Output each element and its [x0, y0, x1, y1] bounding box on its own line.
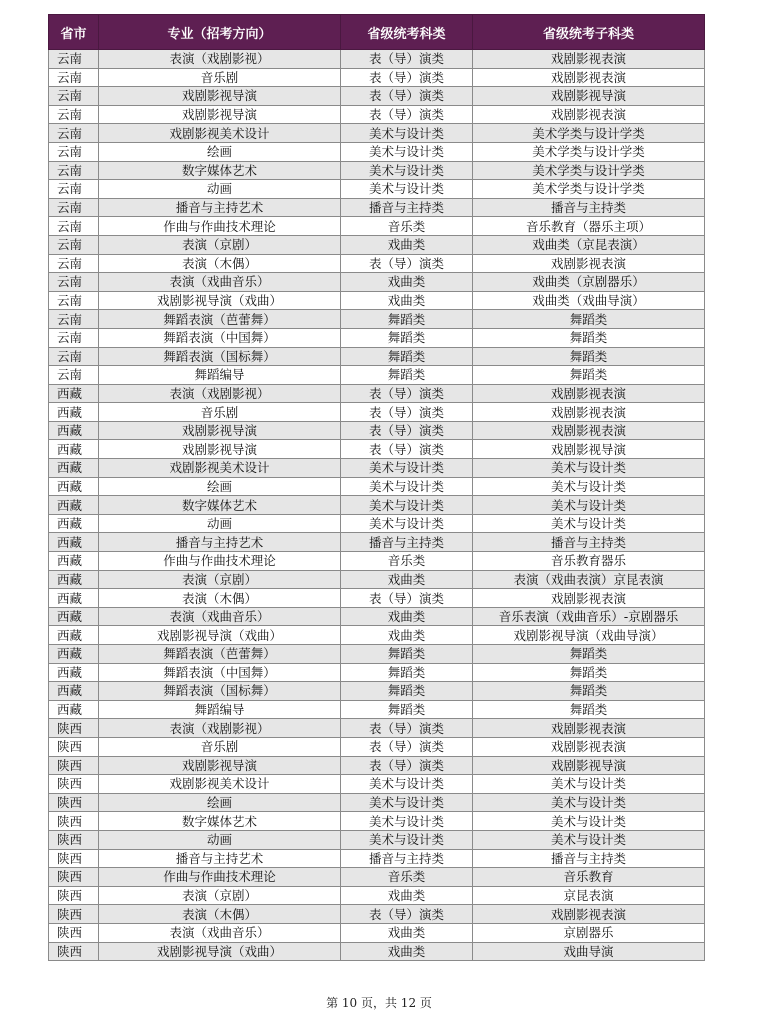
table-row [49, 719, 705, 738]
major-cell: 舞蹈表演（芭蕾舞） [99, 645, 341, 664]
province-cell: 云南 [49, 328, 99, 347]
exam-category-cell: 表（导）演类 [341, 87, 473, 106]
major-cell: 舞蹈表演（中国舞） [99, 663, 341, 682]
exam-category-cell: 表（导）演类 [341, 421, 473, 440]
exam-subcategory-cell: 播音与主持类 [473, 198, 705, 217]
exam-subcategory-cell: 美术与设计类 [473, 477, 705, 496]
exam-category-cell: 表（导）演类 [341, 50, 473, 69]
major-cell: 戏剧影视导演 [99, 440, 341, 459]
major-cell: 表演（木偶） [99, 254, 341, 273]
province-cell: 陕西 [49, 737, 99, 756]
header-province: 省市 [49, 15, 99, 50]
province-cell: 西藏 [49, 384, 99, 403]
table-row [49, 626, 705, 645]
exam-category-cell: 表（导）演类 [341, 756, 473, 775]
exam-category-cell: 美术与设计类 [341, 514, 473, 533]
exam-category-cell: 表（导）演类 [341, 254, 473, 273]
major-cell: 舞蹈编导 [99, 366, 341, 385]
table-row [49, 514, 705, 533]
exam-category-cell: 音乐类 [341, 217, 473, 236]
major-cell: 舞蹈表演（国标舞） [99, 347, 341, 366]
exam-category-cell: 戏曲类 [341, 273, 473, 292]
province-cell: 西藏 [49, 421, 99, 440]
table-row [49, 198, 705, 217]
table-row [49, 663, 705, 682]
exam-category-cell: 播音与主持类 [341, 849, 473, 868]
header-major: 专业（招考方向） [99, 15, 341, 50]
table-row [49, 886, 705, 905]
exam-category-cell: 美术与设计类 [341, 124, 473, 143]
table-header [49, 15, 705, 50]
province-cell: 西藏 [49, 459, 99, 478]
major-cell: 戏剧影视导演（戏曲） [99, 626, 341, 645]
table-row [49, 124, 705, 143]
table-row [49, 812, 705, 831]
table-row [49, 942, 705, 961]
province-cell: 西藏 [49, 607, 99, 626]
exam-subcategory-cell: 戏剧影视表演 [473, 737, 705, 756]
major-cell: 戏剧影视美术设计 [99, 459, 341, 478]
exam-subcategory-cell: 戏剧影视表演 [473, 589, 705, 608]
province-cell: 西藏 [49, 533, 99, 552]
major-cell: 表演（戏剧影视） [99, 719, 341, 738]
table-row [49, 682, 705, 701]
province-cell: 云南 [49, 87, 99, 106]
exam-subcategory-cell: 戏曲类（京剧器乐） [473, 273, 705, 292]
table-row [49, 347, 705, 366]
province-cell: 陕西 [49, 793, 99, 812]
majors-table [48, 14, 705, 961]
exam-subcategory-cell: 戏剧影视表演 [473, 421, 705, 440]
major-cell: 舞蹈编导 [99, 700, 341, 719]
province-cell: 陕西 [49, 719, 99, 738]
major-cell: 戏剧影视美术设计 [99, 775, 341, 794]
exam-category-cell: 舞蹈类 [341, 366, 473, 385]
major-cell: 作曲与作曲技术理论 [99, 217, 341, 236]
province-cell: 云南 [49, 105, 99, 124]
exam-subcategory-cell: 戏曲类（戏曲导演） [473, 291, 705, 310]
exam-subcategory-cell: 舞蹈类 [473, 328, 705, 347]
exam-category-cell: 表（导）演类 [341, 440, 473, 459]
major-cell: 绘画 [99, 477, 341, 496]
exam-category-cell: 舞蹈类 [341, 700, 473, 719]
exam-subcategory-cell: 美术与设计类 [473, 459, 705, 478]
province-cell: 陕西 [49, 756, 99, 775]
exam-category-cell: 美术与设计类 [341, 830, 473, 849]
province-cell: 云南 [49, 124, 99, 143]
exam-category-cell: 戏曲类 [341, 607, 473, 626]
exam-subcategory-cell: 美术学类与设计学类 [473, 124, 705, 143]
province-cell: 陕西 [49, 830, 99, 849]
major-cell: 表演（戏曲音乐） [99, 273, 341, 292]
major-cell: 舞蹈表演（国标舞） [99, 682, 341, 701]
province-cell: 西藏 [49, 645, 99, 664]
major-cell: 表演（戏曲音乐） [99, 607, 341, 626]
exam-subcategory-cell: 美术与设计类 [473, 496, 705, 515]
exam-subcategory-cell: 舞蹈类 [473, 663, 705, 682]
table-row [49, 868, 705, 887]
province-cell: 西藏 [49, 700, 99, 719]
province-cell: 云南 [49, 273, 99, 292]
province-cell: 西藏 [49, 514, 99, 533]
exam-category-cell: 舞蹈类 [341, 682, 473, 701]
exam-category-cell: 美术与设计类 [341, 793, 473, 812]
exam-subcategory-cell: 美术学类与设计学类 [473, 142, 705, 161]
table-row [49, 384, 705, 403]
table-row [49, 291, 705, 310]
major-cell: 戏剧影视美术设计 [99, 124, 341, 143]
exam-category-cell: 表（导）演类 [341, 384, 473, 403]
province-cell: 云南 [49, 50, 99, 69]
major-cell: 播音与主持艺术 [99, 849, 341, 868]
exam-subcategory-cell: 戏曲导演 [473, 942, 705, 961]
table-row [49, 180, 705, 199]
exam-category-cell: 美术与设计类 [341, 142, 473, 161]
table-row [49, 459, 705, 478]
table-row [49, 50, 705, 69]
exam-subcategory-cell: 美术与设计类 [473, 514, 705, 533]
table-row [49, 793, 705, 812]
exam-category-cell: 表（导）演类 [341, 68, 473, 87]
province-cell: 陕西 [49, 868, 99, 887]
major-cell: 作曲与作曲技术理论 [99, 868, 341, 887]
exam-subcategory-cell: 舞蹈类 [473, 366, 705, 385]
province-cell: 西藏 [49, 589, 99, 608]
table-body [49, 50, 705, 961]
province-cell: 西藏 [49, 477, 99, 496]
major-cell: 表演（京剧） [99, 570, 341, 589]
exam-subcategory-cell: 舞蹈类 [473, 700, 705, 719]
exam-category-cell: 戏曲类 [341, 886, 473, 905]
major-cell: 戏剧影视导演 [99, 421, 341, 440]
province-cell: 陕西 [49, 849, 99, 868]
major-cell: 数字媒体艺术 [99, 161, 341, 180]
province-cell: 云南 [49, 254, 99, 273]
table-row [49, 235, 705, 254]
province-cell: 云南 [49, 161, 99, 180]
exam-subcategory-cell: 舞蹈类 [473, 310, 705, 329]
table-row [49, 403, 705, 422]
exam-category-cell: 戏曲类 [341, 942, 473, 961]
major-cell: 戏剧影视导演（戏曲） [99, 942, 341, 961]
exam-category-cell: 美术与设计类 [341, 161, 473, 180]
table-row [49, 440, 705, 459]
major-cell: 表演（戏曲音乐） [99, 923, 341, 942]
exam-category-cell: 戏曲类 [341, 291, 473, 310]
table-row [49, 366, 705, 385]
table-row [49, 68, 705, 87]
exam-subcategory-cell: 美术与设计类 [473, 775, 705, 794]
exam-subcategory-cell: 戏剧影视导演 [473, 440, 705, 459]
province-cell: 陕西 [49, 923, 99, 942]
province-cell: 云南 [49, 310, 99, 329]
major-cell: 绘画 [99, 142, 341, 161]
province-cell: 陕西 [49, 942, 99, 961]
table-row [49, 533, 705, 552]
page-number: 第 10 页，共 12 页 [326, 996, 432, 1010]
exam-subcategory-cell: 音乐教育（器乐主项） [473, 217, 705, 236]
major-cell: 表演（戏剧影视） [99, 384, 341, 403]
exam-subcategory-cell: 音乐表演（戏曲音乐）-京剧器乐 [473, 607, 705, 626]
exam-category-cell: 表（导）演类 [341, 589, 473, 608]
province-cell: 西藏 [49, 570, 99, 589]
major-cell: 音乐剧 [99, 403, 341, 422]
province-cell: 西藏 [49, 663, 99, 682]
exam-subcategory-cell: 舞蹈类 [473, 347, 705, 366]
province-cell: 陕西 [49, 775, 99, 794]
header-exam-category: 省级统考科类 [341, 15, 473, 50]
header-exam-subcategory: 省级统考子科类 [473, 15, 705, 50]
province-cell: 云南 [49, 68, 99, 87]
table-row [49, 570, 705, 589]
major-cell: 舞蹈表演（芭蕾舞） [99, 310, 341, 329]
exam-category-cell: 舞蹈类 [341, 663, 473, 682]
table-row [49, 310, 705, 329]
major-cell: 舞蹈表演（中国舞） [99, 328, 341, 347]
exam-category-cell: 表（导）演类 [341, 905, 473, 924]
exam-subcategory-cell: 京剧器乐 [473, 923, 705, 942]
table-row [49, 775, 705, 794]
exam-category-cell: 舞蹈类 [341, 645, 473, 664]
exam-category-cell: 美术与设计类 [341, 496, 473, 515]
exam-subcategory-cell: 戏剧影视导演 [473, 756, 705, 775]
exam-category-cell: 美术与设计类 [341, 477, 473, 496]
table-row [49, 607, 705, 626]
province-cell: 西藏 [49, 496, 99, 515]
table-row [49, 589, 705, 608]
exam-subcategory-cell: 戏剧影视表演 [473, 403, 705, 422]
exam-category-cell: 戏曲类 [341, 626, 473, 645]
exam-subcategory-cell: 音乐教育 [473, 868, 705, 887]
province-cell: 西藏 [49, 626, 99, 645]
table-row [49, 477, 705, 496]
table-row [49, 552, 705, 571]
table-row [49, 421, 705, 440]
exam-subcategory-cell: 表演（戏曲表演）京昆表演 [473, 570, 705, 589]
province-cell: 云南 [49, 198, 99, 217]
exam-subcategory-cell: 美术与设计类 [473, 812, 705, 831]
major-cell: 戏剧影视导演 [99, 756, 341, 775]
exam-subcategory-cell: 戏剧影视表演 [473, 719, 705, 738]
exam-category-cell: 舞蹈类 [341, 310, 473, 329]
major-cell: 表演（京剧） [99, 235, 341, 254]
exam-subcategory-cell: 戏剧影视表演 [473, 254, 705, 273]
major-cell: 播音与主持艺术 [99, 533, 341, 552]
major-cell: 音乐剧 [99, 68, 341, 87]
exam-category-cell: 舞蹈类 [341, 347, 473, 366]
exam-category-cell: 表（导）演类 [341, 719, 473, 738]
table-row [49, 217, 705, 236]
major-cell: 数字媒体艺术 [99, 812, 341, 831]
exam-subcategory-cell: 戏剧影视表演 [473, 105, 705, 124]
exam-subcategory-cell: 戏剧影视表演 [473, 68, 705, 87]
exam-category-cell: 舞蹈类 [341, 328, 473, 347]
province-cell: 云南 [49, 180, 99, 199]
exam-subcategory-cell: 戏剧影视表演 [473, 905, 705, 924]
exam-category-cell: 戏曲类 [341, 923, 473, 942]
province-cell: 云南 [49, 217, 99, 236]
exam-subcategory-cell: 戏剧影视导演 [473, 87, 705, 106]
header-row [49, 15, 705, 50]
table-row [49, 328, 705, 347]
major-cell: 数字媒体艺术 [99, 496, 341, 515]
exam-subcategory-cell: 美术与设计类 [473, 793, 705, 812]
exam-subcategory-cell: 戏剧影视导演（戏曲导演） [473, 626, 705, 645]
major-cell: 表演（戏剧影视） [99, 50, 341, 69]
major-cell: 表演（木偶） [99, 589, 341, 608]
province-cell: 云南 [49, 291, 99, 310]
exam-category-cell: 美术与设计类 [341, 180, 473, 199]
major-cell: 动画 [99, 514, 341, 533]
table-row [49, 830, 705, 849]
exam-subcategory-cell: 美术学类与设计学类 [473, 180, 705, 199]
exam-category-cell: 美术与设计类 [341, 459, 473, 478]
major-cell: 戏剧影视导演 [99, 105, 341, 124]
province-cell: 云南 [49, 235, 99, 254]
major-cell: 戏剧影视导演 [99, 87, 341, 106]
province-cell: 云南 [49, 142, 99, 161]
table-row [49, 254, 705, 273]
exam-subcategory-cell: 舞蹈类 [473, 645, 705, 664]
table-row [49, 105, 705, 124]
exam-category-cell: 音乐类 [341, 552, 473, 571]
province-cell: 云南 [49, 366, 99, 385]
province-cell: 西藏 [49, 552, 99, 571]
province-cell: 云南 [49, 347, 99, 366]
province-cell: 西藏 [49, 682, 99, 701]
exam-category-cell: 表（导）演类 [341, 403, 473, 422]
table-row [49, 923, 705, 942]
exam-subcategory-cell: 戏剧影视表演 [473, 50, 705, 69]
exam-category-cell: 播音与主持类 [341, 533, 473, 552]
exam-category-cell: 戏曲类 [341, 570, 473, 589]
major-cell: 作曲与作曲技术理论 [99, 552, 341, 571]
table-row [49, 700, 705, 719]
major-cell: 动画 [99, 180, 341, 199]
major-cell: 播音与主持艺术 [99, 198, 341, 217]
exam-category-cell: 表（导）演类 [341, 105, 473, 124]
province-cell: 陕西 [49, 905, 99, 924]
table-row [49, 161, 705, 180]
province-cell: 西藏 [49, 403, 99, 422]
table-row [49, 87, 705, 106]
province-cell: 西藏 [49, 440, 99, 459]
major-cell: 戏剧影视导演（戏曲） [99, 291, 341, 310]
table-row [49, 273, 705, 292]
exam-subcategory-cell: 美术学类与设计学类 [473, 161, 705, 180]
exam-category-cell: 播音与主持类 [341, 198, 473, 217]
exam-subcategory-cell: 播音与主持类 [473, 533, 705, 552]
major-cell: 动画 [99, 830, 341, 849]
exam-category-cell: 美术与设计类 [341, 812, 473, 831]
exam-category-cell: 表（导）演类 [341, 737, 473, 756]
exam-subcategory-cell: 美术与设计类 [473, 830, 705, 849]
major-cell: 表演（木偶） [99, 905, 341, 924]
exam-category-cell: 戏曲类 [341, 235, 473, 254]
table-row [49, 737, 705, 756]
exam-subcategory-cell: 京昆表演 [473, 886, 705, 905]
table-row [49, 645, 705, 664]
exam-subcategory-cell: 播音与主持类 [473, 849, 705, 868]
exam-subcategory-cell: 舞蹈类 [473, 682, 705, 701]
table-row [49, 756, 705, 775]
province-cell: 陕西 [49, 812, 99, 831]
table-row [49, 849, 705, 868]
table-row [49, 496, 705, 515]
province-cell: 陕西 [49, 886, 99, 905]
table-row [49, 905, 705, 924]
exam-subcategory-cell: 戏剧影视表演 [473, 384, 705, 403]
exam-subcategory-cell: 音乐教育器乐 [473, 552, 705, 571]
major-cell: 表演（京剧） [99, 886, 341, 905]
major-cell: 音乐剧 [99, 737, 341, 756]
exam-subcategory-cell: 戏曲类（京昆表演） [473, 235, 705, 254]
major-cell: 绘画 [99, 793, 341, 812]
table-row [49, 142, 705, 161]
exam-category-cell: 音乐类 [341, 868, 473, 887]
exam-category-cell: 美术与设计类 [341, 775, 473, 794]
